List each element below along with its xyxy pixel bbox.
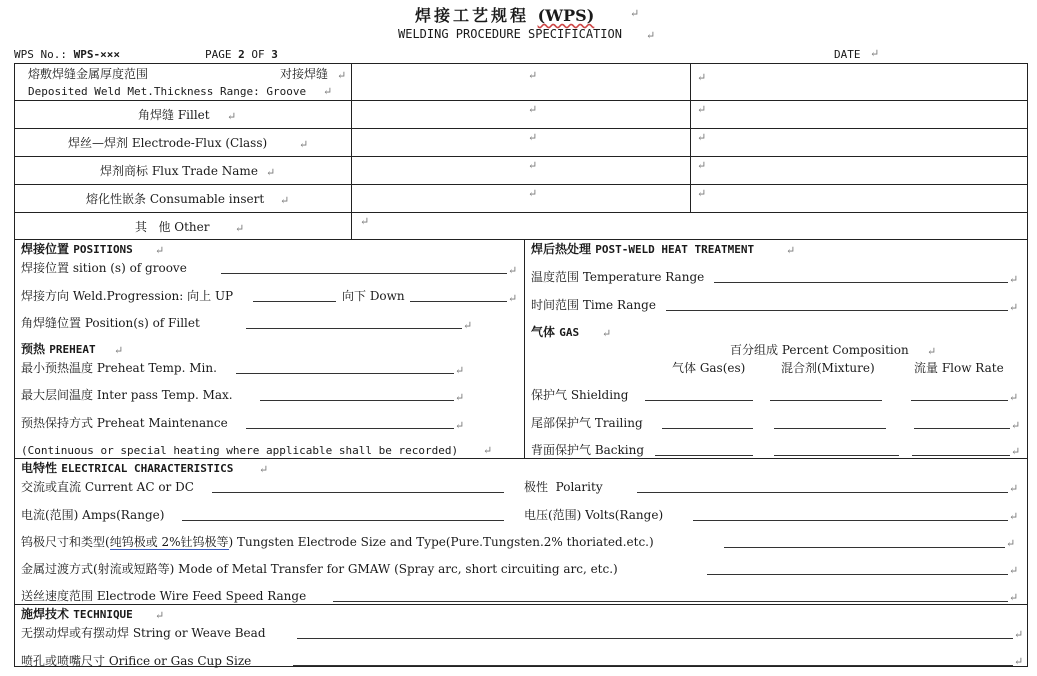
rule xyxy=(14,458,1028,459)
paragraph-mark: ↵ xyxy=(786,244,796,257)
shielding-gas-field[interactable] xyxy=(645,400,753,401)
date-label: DATE xyxy=(834,48,861,61)
consumable-insert-label: 熔化性嵌条 Consumable insert xyxy=(86,192,265,206)
preheat-heading-cn: 预热 xyxy=(21,342,46,356)
paragraph-mark: ↵ xyxy=(1009,391,1019,404)
page-total: 3 xyxy=(271,48,278,61)
paragraph-mark: ↵ xyxy=(1014,628,1024,641)
paragraph-mark: ↵ xyxy=(155,609,165,622)
paragraph-mark: ↵ xyxy=(697,159,707,172)
title-cn: 焊接工艺规程 xyxy=(415,6,530,25)
paragraph-mark: ↵ xyxy=(528,159,538,172)
page-indicator xyxy=(205,48,278,61)
fillet-label: 角焊缝 Fillet xyxy=(138,108,210,122)
page-number: 2 xyxy=(238,48,245,61)
preheat-heading xyxy=(21,342,96,357)
page-label: PAGE xyxy=(205,48,232,61)
paragraph-mark: ↵ xyxy=(508,292,518,305)
current-field[interactable] xyxy=(212,492,504,493)
paragraph-mark: ↵ xyxy=(1006,537,1016,550)
trailing-gas-label: 尾部保护气 Trailing xyxy=(531,416,643,430)
electrical-heading-en: ELECTRICAL CHARACTERISTICS xyxy=(61,462,234,475)
paragraph-mark: ↵ xyxy=(227,110,237,123)
paragraph-mark: ↵ xyxy=(697,131,707,144)
groove-cn: 对接焊缝 xyxy=(280,67,329,81)
tungsten-electrode-field[interactable] xyxy=(724,547,1005,548)
progression-down-label: 向下 Down xyxy=(342,289,405,303)
paragraph-mark: ↵ xyxy=(870,47,880,60)
shielding-flow-field[interactable] xyxy=(911,400,1008,401)
rule xyxy=(351,63,352,239)
paragraph-mark: ↵ xyxy=(1014,655,1024,668)
orifice-size-field[interactable] xyxy=(293,665,1013,666)
positions-heading-en: POSITIONS xyxy=(73,243,133,256)
paragraph-mark: ↵ xyxy=(1009,301,1019,314)
paragraph-mark: ↵ xyxy=(1009,273,1019,286)
backing-gas-field[interactable] xyxy=(655,455,753,456)
metal-transfer-field[interactable] xyxy=(707,574,1008,575)
backing-mixture-field[interactable] xyxy=(774,455,899,456)
wps-no-value: WPS-××× xyxy=(73,48,120,61)
gas-col-gases: 气体 Gas(es) xyxy=(672,361,746,375)
electrical-heading xyxy=(21,461,233,476)
rule xyxy=(14,212,1028,213)
string-weave-field[interactable] xyxy=(297,638,1013,639)
paragraph-mark: ↵ xyxy=(1009,564,1019,577)
rule xyxy=(14,100,1028,101)
gas-percent-composition: 百分组成 Percent Composition xyxy=(730,343,909,357)
pwht-heading xyxy=(531,242,754,257)
paragraph-mark: ↵ xyxy=(114,344,124,357)
tungsten-label-b: 纯钨极或 2%钍钨极等 xyxy=(109,535,229,549)
paragraph-mark: ↵ xyxy=(697,71,707,84)
preheat-maintenance-field[interactable] xyxy=(246,428,454,429)
paragraph-mark: ↵ xyxy=(455,391,465,404)
backing-gas-label: 背面保护气 Backing xyxy=(531,443,645,457)
preheat-note: (Continuous or special heating where applicable shall be recorded) xyxy=(21,444,459,457)
paragraph-mark: ↵ xyxy=(697,103,707,116)
progression-down-field[interactable] xyxy=(410,301,507,302)
paragraph-mark: ↵ xyxy=(463,319,473,332)
rule xyxy=(14,239,1028,240)
paragraph-mark: ↵ xyxy=(528,103,538,116)
positions-heading xyxy=(21,242,133,257)
paragraph-mark: ↵ xyxy=(299,138,309,151)
paragraph-mark: ↵ xyxy=(1011,445,1021,458)
positions-heading-cn: 焊接位置 xyxy=(21,242,70,256)
paragraph-mark: ↵ xyxy=(360,215,370,228)
paragraph-mark: ↵ xyxy=(1011,419,1021,432)
paragraph-mark: ↵ xyxy=(483,444,493,457)
trailing-flow-field[interactable] xyxy=(914,428,1010,429)
electrical-heading-cn: 电特性 xyxy=(21,461,58,475)
tungsten-label-a: 钨极尺寸和类型( xyxy=(21,535,110,549)
polarity-field[interactable] xyxy=(637,492,1008,493)
groove-position-label: 焊接位置 sition (s) of groove xyxy=(21,261,187,275)
preheat-maintenance-label: 预热保持方式 Preheat Maintenance xyxy=(21,416,228,430)
document-subtitle: WELDING PROCEDURE SPECIFICATION xyxy=(398,27,622,41)
deposited-thickness-cn: 熔敷焊缝金属厚度范围 xyxy=(28,67,149,81)
wire-feed-speed-label: 送丝速度范围 Electrode Wire Feed Speed Range xyxy=(21,589,307,603)
deposited-thickness-en: Deposited Weld Met.Thickness Range: Groove xyxy=(28,85,307,98)
paragraph-mark: ↵ xyxy=(697,187,707,200)
rule xyxy=(690,63,691,212)
fillet-position-label: 角焊缝位置 Position(s) of Fillet xyxy=(21,316,200,330)
gas-heading-en: GAS xyxy=(559,326,580,339)
paragraph-mark: ↵ xyxy=(630,7,640,20)
paragraph-mark: ↵ xyxy=(266,166,276,179)
string-weave-label: 无摆动焊或有摆动焊 String or Weave Bead xyxy=(21,626,266,640)
trailing-gas-field[interactable] xyxy=(662,428,753,429)
technique-heading xyxy=(21,607,133,622)
amps-label: 电流(范围) Amps(Range) xyxy=(21,508,165,522)
paragraph-mark: ↵ xyxy=(602,327,612,340)
trailing-mixture-field[interactable] xyxy=(774,428,886,429)
paragraph-mark: ↵ xyxy=(235,222,245,235)
document-title xyxy=(415,3,594,26)
rule xyxy=(14,156,1028,157)
paragraph-mark: ↵ xyxy=(455,419,465,432)
gas-col-flow-rate: 流量 Flow Rate xyxy=(914,361,1004,375)
paragraph-mark: ↵ xyxy=(1009,510,1019,523)
fillet-position-field[interactable] xyxy=(246,328,462,329)
paragraph-mark: ↵ xyxy=(259,463,269,476)
pwht-heading-en: POST-WELD HEAT TREATMENT xyxy=(595,243,755,256)
wire-feed-speed-field[interactable] xyxy=(333,601,1008,602)
shielding-gas-label: 保护气 Shielding xyxy=(531,388,629,402)
paragraph-mark: ↵ xyxy=(1009,591,1019,604)
amps-field[interactable] xyxy=(182,520,504,521)
current-label: 交流或直流 Current AC or DC xyxy=(21,480,194,494)
shielding-mixture-field[interactable] xyxy=(770,400,882,401)
wps-no-label: WPS No.: xyxy=(14,48,67,61)
preheat-min-field[interactable] xyxy=(236,373,454,374)
gas-heading xyxy=(531,325,579,340)
technique-heading-cn: 施焊技术 xyxy=(21,607,70,621)
rule xyxy=(14,604,1028,605)
interpass-temp-field[interactable] xyxy=(260,400,454,401)
groove-position-field[interactable] xyxy=(221,273,507,274)
rule xyxy=(14,128,1028,129)
page-of: OF xyxy=(251,48,265,61)
paragraph-mark: ↵ xyxy=(155,244,165,257)
progression-up-field[interactable] xyxy=(253,301,336,302)
pwht-heading-cn: 焊后热处理 xyxy=(531,242,592,256)
volts-field[interactable] xyxy=(693,520,1008,521)
gas-col-mixture: 混合剂(Mixture) xyxy=(781,361,875,375)
paragraph-mark: ↵ xyxy=(528,69,538,82)
tungsten-electrode-label xyxy=(21,535,654,549)
paragraph-mark: ↵ xyxy=(528,131,538,144)
weld-progression-label: 焊接方向 Weld.Progression: 向上 UP xyxy=(21,289,234,303)
paragraph-mark: ↵ xyxy=(646,29,656,42)
pwht-temp-label: 温度范围 Temperature Range xyxy=(531,270,705,284)
polarity-label: 极性 Polarity xyxy=(524,480,603,494)
orifice-size-label: 喷孔或喷嘴尺寸 Orifice or Gas Cup Size xyxy=(21,654,252,668)
backing-flow-field[interactable] xyxy=(912,455,1010,456)
preheat-heading-en: PREHEAT xyxy=(49,343,96,356)
paragraph-mark: ↵ xyxy=(280,194,290,207)
pwht-time-label: 时间范围 Time Range xyxy=(531,298,656,312)
wps-number xyxy=(14,48,120,61)
interpass-temp-label: 最大层间温度 Inter pass Temp. Max. xyxy=(21,388,233,402)
electrode-flux-label: 焊丝—焊剂 Electrode-Flux (Class) xyxy=(68,136,268,150)
paragraph-mark: ↵ xyxy=(455,364,465,377)
tungsten-label-c: ) Tungsten Electrode Size and Type(Pure.Tungsten.2% thoriated.etc.) xyxy=(228,535,654,549)
rule xyxy=(524,239,525,458)
paragraph-mark: ↵ xyxy=(927,345,937,358)
other-label: 其 他 Other xyxy=(135,220,210,234)
preheat-min-label: 最小预热温度 Preheat Temp. Min. xyxy=(21,361,217,375)
title-abbr: (WPS) xyxy=(537,6,595,25)
paragraph-mark: ↵ xyxy=(323,85,333,98)
volts-label: 电压(范围) Volts(Range) xyxy=(524,508,664,522)
paragraph-mark: ↵ xyxy=(528,187,538,200)
rule xyxy=(14,184,1028,185)
technique-heading-en: TECHNIQUE xyxy=(73,608,133,621)
gas-heading-cn: 气体 xyxy=(531,325,556,339)
flux-trade-label: 焊剂商标 Flux Trade Name xyxy=(100,164,258,178)
paragraph-mark: ↵ xyxy=(337,69,347,82)
paragraph-mark: ↵ xyxy=(508,264,518,277)
pwht-time-field[interactable] xyxy=(666,310,1008,311)
pwht-temp-field[interactable] xyxy=(714,282,1008,283)
metal-transfer-label: 金属过渡方式(射流或短路等) Mode of Metal Transfer for GMAW (Spray arc, short circuiting arc, etc.) xyxy=(21,562,618,576)
paragraph-mark: ↵ xyxy=(1009,482,1019,495)
